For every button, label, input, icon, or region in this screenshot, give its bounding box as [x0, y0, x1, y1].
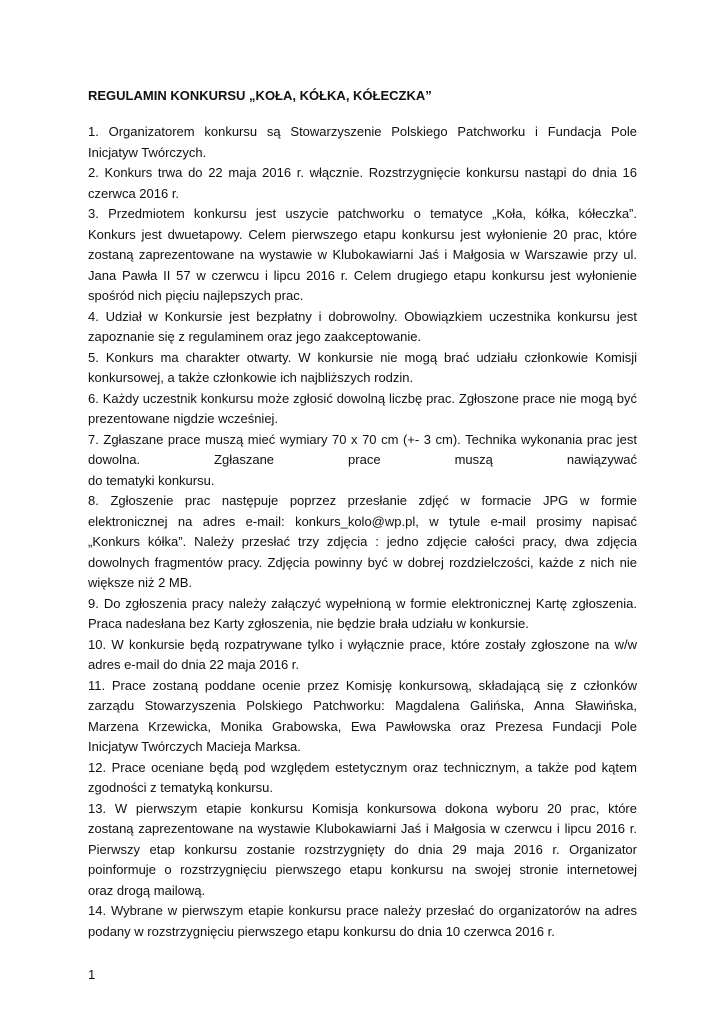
regulation-item: [88, 799, 637, 902]
regulation-line: 11. Prace zostaną poddane ocenie przez Komisję konkursową, składającą się z członków: [88, 677, 637, 693]
regulation-line: Inicjatyw Twórczych.: [88, 144, 207, 160]
regulation-line: 10. W konkursie będą rozpatrywane tylko i wyłącznie prace, które zostały zgłoszone na w/w: [88, 636, 637, 652]
regulation-item: [88, 307, 637, 348]
regulation-line: Marzena Krzewicka, Monika Grabowska, Ewa Pawłowska oraz Prezesa Fundacji Pole: [88, 718, 637, 734]
regulation-line: 3. Przedmiotem konkursu jest uszycie patchworku o tematyce „Koła, kółka, kółeczka”.: [88, 206, 637, 221]
regulation-line: 13. W pierwszym etapie konkursu Komisja konkursowa dokona wyboru 20 prac, które: [88, 800, 637, 816]
regulation-line: zarządu Stowarzyszenia Polskiego Patchworku: Magdalena Galińska, Anna Sławińska,: [88, 698, 637, 713]
regulation-item: [88, 163, 637, 204]
regulation-line: Konkurs jest dwuetapowy. Celem pierwszego etapu konkursu jest wyłonienie 20 prac, które: [88, 226, 637, 242]
regulation-line: do tematyki konkursu.: [88, 472, 215, 488]
regulation-line: 12. Prace oceniane będą pod względem estetycznym oraz technicznym, a także pod kątem: [88, 759, 637, 775]
regulation-line: poinformuje o rozstrzygnięciu pierwszego etapu konkursu na swojej stronie internetowej: [88, 862, 637, 877]
regulation-line: konkursowej, a także członkowie ich najbliższych rodzin.: [88, 370, 414, 385]
regulation-item: [88, 122, 637, 163]
regulation-line: „Konkurs kółka”. Należy przesłać trzy zdjęcia : jedno zdjęcie całości pracy, dwa zdjęcia: [88, 534, 637, 549]
document-page: [88, 86, 637, 942]
regulation-item: [88, 676, 637, 758]
regulation-line: prezentowane nigdzie wcześniej.: [88, 411, 279, 426]
regulation-item: [88, 389, 637, 430]
regulation-item: [88, 430, 637, 492]
regulation-line: Praca nadesłana bez Karty zgłoszenia, nie będzie brała udziału w konkursie.: [88, 616, 529, 631]
regulation-line: 1. Organizatorem konkursu są Stowarzyszenie Polskiego Patchworku i Fundacja Pole: [88, 124, 637, 139]
regulation-line: adres e-mail do dnia 22 maja 2016 r.: [88, 657, 300, 672]
regulations-list: [88, 122, 637, 942]
regulation-line: dowolnych fragmentów pracy. Zdjęcia powinny być w dobrej rozdzielczości, każde z nich nie: [88, 554, 637, 570]
regulation-line: 2. Konkurs trwa do 22 maja 2016 r. włącznie. Rozstrzygnięcie konkursu nastąpi do dnia 16: [88, 165, 637, 180]
regulation-line: zostaną zaprezentowane na wystawie Klubokawiarni Jaś i Małgosia w czerwcu i lipcu 2016 r.: [88, 821, 637, 836]
regulation-item: [88, 758, 637, 799]
regulation-line: Jana Pawła II 57 w czerwcu i lipcu 2016 r. Celem drugiego etapu konkursu jest wyłonienie: [88, 267, 637, 283]
regulation-line: podany w rozstrzygnięciu pierwszego etapu konkursu do dnia 10 czerwca 2016 r.: [88, 923, 555, 939]
regulation-line: oraz drogą mailową.: [88, 882, 206, 898]
page-number: 1: [88, 967, 96, 982]
regulation-item: [88, 348, 637, 389]
regulation-line: spośród nich pięciu najlepszych prac.: [88, 288, 304, 303]
regulation-line: zgodności z tematyką konkursu.: [88, 780, 273, 795]
regulation-line: 4. Udział w Konkursie jest bezpłatny i dobrowolny. Obowiązkiem uczestnika konkursu jest: [88, 308, 637, 324]
regulation-line: 14. Wybrane w pierwszym etapie konkursu prace należy przesłać do organizatorów na adres: [88, 903, 637, 918]
regulation-line: czerwca 2016 r.: [88, 185, 180, 201]
regulation-line: Pierwszy etap konkursu zostanie rozstrzygnięty do dnia 29 maja 2016 r. Organizator: [88, 841, 637, 857]
regulation-line: dowolna. Zgłaszane prace muszą nawiązywać: [88, 452, 637, 467]
document-title: REGULAMIN KONKURSU „KOŁA, KÓŁKA, KÓŁECZKA”: [88, 88, 432, 103]
regulation-line: 9. Do zgłoszenia pracy należy załączyć wypełnioną w formie elektronicznej Kartę zgłoszenia.: [88, 595, 637, 611]
regulation-item: [88, 594, 637, 635]
regulation-line: 5. Konkurs ma charakter otwarty. W konkursie nie mogą brać udziału członkowie Komisji: [88, 349, 637, 365]
regulation-line: 8. Zgłoszenie prac następuje poprzez przesłanie zdjęć w formacie JPG w formie: [88, 493, 637, 508]
regulation-line: Inicjatyw Twórczych Macieja Marksa.: [88, 739, 301, 754]
regulation-item: [88, 635, 637, 676]
regulation-line: większe niż 2 MB.: [88, 575, 193, 590]
regulation-item: [88, 901, 637, 942]
regulation-line: zostaną zaprezentowane na wystawie w Klubokawiarni Jaś i Małgosia w Warszawie przy ul.: [88, 247, 637, 262]
regulation-line: zapoznanie się z regulaminem oraz jego zaakceptowanie.: [88, 329, 422, 344]
regulation-line: 6. Każdy uczestnik konkursu może zgłosić dowolną liczbę prac. Zgłoszone prace nie mogą być: [88, 390, 637, 406]
regulation-line: 7. Zgłaszane prace muszą mieć wymiary 70 x 70 cm (+- 3 cm). Technika wykonania prac jest: [88, 431, 637, 447]
regulation-line: elektronicznej na adres e-mail: konkurs_kolo@wp.pl, w tytule e-mail prosimy napisać: [88, 513, 637, 529]
regulation-item: [88, 491, 637, 594]
regulation-item: [88, 204, 637, 307]
